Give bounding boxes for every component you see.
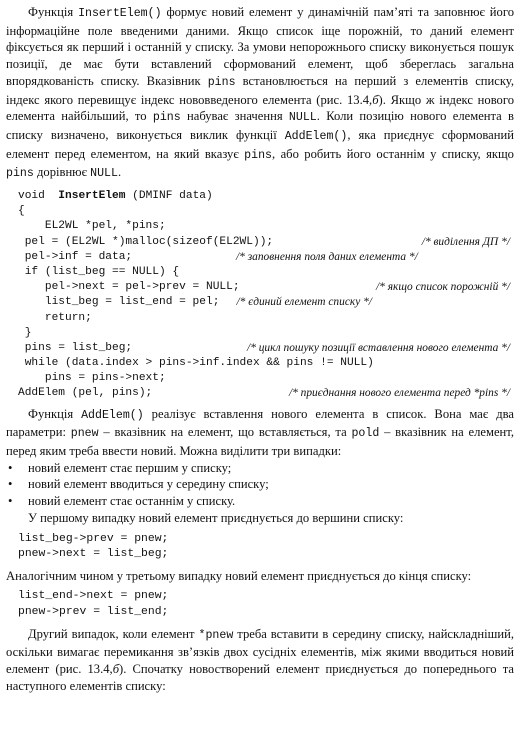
code-line: pins = pins->next;: [18, 372, 166, 385]
code-inline: NULL: [90, 167, 118, 181]
paragraph-first-case: У першому випадку новий елемент приєднується до вершини списку:: [28, 510, 404, 525]
code-line: }: [18, 326, 32, 339]
code-comment: /* заповнення поля даних елемента */: [235, 250, 418, 263]
code-listing-insertelem: [18, 189, 514, 402]
paragraph-third-case: Аналогічним чином у третьому випадку новий елемент приєднується до кінця списку:: [6, 568, 472, 583]
code-inline: AddElem(): [81, 408, 144, 422]
code-line: EL2WL *pel, *pins;: [18, 220, 166, 233]
code-line: AddElem (pel, pins); /* приєднання нового елемента перед *pins */: [18, 386, 514, 401]
code-inline: InsertElem(): [78, 7, 162, 20]
code-snippet-first-case: [18, 532, 514, 563]
code-line: return;: [18, 311, 92, 324]
code-comment: /* єдиний елемент списку */: [236, 296, 372, 309]
paragraph-second-case: Другий випадок, коли елемент *pnew треба вставити в середину списку, найскладніший, оскільки вимагає перемикання зв’язків двох сусідніх елементів, між якими вводиться новий елемент (рис. 13.4,б). Спочатку новостворений елемент приєднується до попереднього та наступного елементів списку:: [6, 626, 514, 693]
code-inline: pnew: [70, 427, 99, 441]
code-comment: /* виділення ДП */: [421, 235, 510, 248]
code-line: pel = (EL2WL *)malloc(sizeof(EL2WL)); /* виділення ДП */: [18, 235, 514, 250]
text: Функція: [28, 5, 79, 19]
code-line: list_beg->prev = pnew;: [18, 532, 169, 545]
list-item: • новий елемент вводиться у середину списку;: [6, 476, 514, 493]
code-inline: pins: [6, 167, 34, 181]
code-line: if (list_beg == NULL) { /* якщо список порожній */: [18, 265, 514, 280]
list-item: • новий елемент стає першим у списку;: [6, 460, 514, 477]
code-line: pins = list_beg; /* цикл пошуку позиції вставлення нового елемента */: [18, 341, 514, 356]
code-line: while (data.index > pins->inf.index && pins != NULL): [18, 357, 374, 370]
code-inline: pins: [152, 111, 181, 125]
text: дорівнює: [33, 165, 91, 180]
text: встановлюється на перший з елементів списку, індекс якого перевищує індекс нововведеного елемента (рис. 13.4,: [6, 73, 514, 107]
code-inline: pold: [351, 427, 380, 441]
paragraph-addelem: Функція AddElem() реалізує вставлення нового елемента в список. Вона має два параметри: pnew – вказівник на елемент, що вставляється, та pold – вказівник на елемент, перед яким треба ввести новий. Можна виділити три випадки:: [6, 406, 515, 459]
code-inline: *pnew: [198, 628, 234, 642]
code-comment: /* якщо список порожній */: [375, 281, 510, 294]
code-inline: NULL: [288, 111, 317, 125]
code-snippet-third-case: [18, 589, 514, 620]
paragraph-insertelem: [6, 4, 514, 183]
code-line: {: [18, 205, 25, 218]
text: формує новий елемент у динамічній пам’яті та заповнює його інформаційне поле введеними даними. Якщо список іще порожній, то даний елемент фіксується як перший і останній у списку. За умови непорожнього списку виконується пошук позиції, де має бути вставлений сформований елемент, щоб збереглась загальна впорядкованість списку. Вказівник: [6, 5, 514, 88]
code-inline: pins: [244, 148, 272, 162]
text: . Коли позицію нового елемента в списку визначено, виконується виклик функції: [6, 109, 515, 142]
code-line: list_beg = list_end = pel; /* єдиний елемент списку */: [18, 295, 514, 310]
code-comment: /* приєднання нового елемента перед *pins */: [288, 387, 510, 400]
code-comment: /* цикл пошуку позиції вставлення нового елемента */: [247, 341, 510, 354]
code-line: pel->inf = data; /* заповнення поля даних елемента */: [18, 250, 514, 265]
code-inline: AddElem(): [284, 129, 348, 143]
code-line: void InsertElem (DMINF data): [18, 190, 213, 203]
list-item: • новий елемент стає останнім у списку.: [6, 493, 514, 510]
code-inline: pins: [207, 75, 236, 89]
code-line: pel->next = pel->prev = NULL;: [18, 281, 240, 294]
text: ). Якщо ж індекс нового елемента найбільший, то: [6, 92, 515, 124]
code-line: pnew->next = list_beg;: [18, 548, 169, 561]
code-line: pnew->prev = list_end;: [18, 606, 169, 619]
text: .: [117, 165, 122, 180]
code-line: list_end->next = pnew;: [18, 590, 169, 603]
figure-ref: б: [372, 92, 379, 107]
text: набуває значення: [180, 109, 289, 124]
cases-list: [6, 460, 514, 510]
figure-ref: б: [112, 662, 120, 677]
function-name: InsertElem: [58, 190, 126, 203]
text: , або робить його останнім у списку, якщо: [272, 146, 514, 161]
text: , яка приєднує сформований елемент перед елементом, на який вказує: [6, 127, 514, 161]
